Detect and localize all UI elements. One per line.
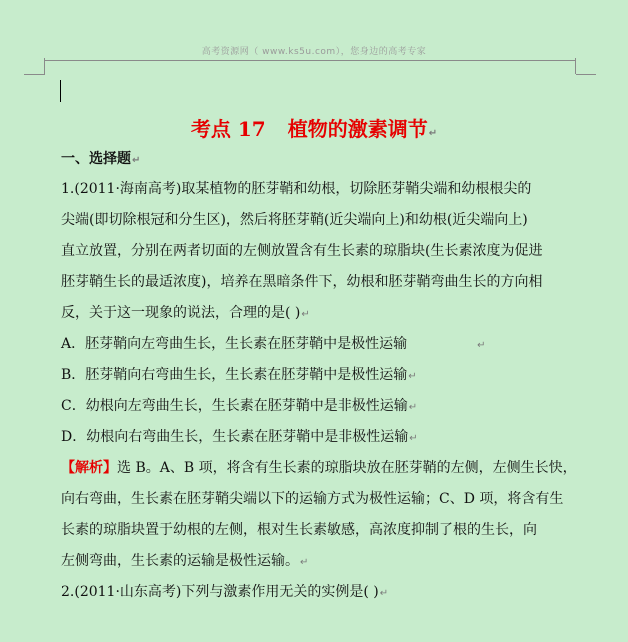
right-margin-mark: [575, 58, 576, 74]
question-line: 尖端(即切除根冠和分生区)，然后将胚芽鞘(近尖端向上)和幼根(近尖端向上): [61, 212, 528, 228]
left-margin-mark-h: [24, 74, 45, 75]
option-b: B．胚芽鞘向右弯曲生长，生长素在胚芽鞘中是极性运输↵: [61, 367, 417, 383]
analysis-line: 左侧弯曲，生长素的运输是极性运输。↵: [61, 553, 309, 569]
analysis-line: 长素的琼脂块置于幼根的左侧，根对生长素敏感，高浓度抑制了根的生长，向: [61, 522, 537, 538]
title-part2: 植物的激素调节: [287, 117, 428, 141]
section-heading: 一、选择题↵: [61, 151, 141, 167]
right-margin-mark-h: [576, 74, 596, 75]
page-header-text: 高考资源网（ www.ks5u.com），您身边的高考专家: [201, 47, 427, 57]
title-part1: 考点 17: [190, 117, 266, 141]
option-a: A．胚芽鞘向左弯曲生长，生长素在胚芽鞘中是极性运输 ↵: [61, 336, 486, 352]
paragraph-mark-icon: ↵: [408, 371, 417, 382]
question-1: [61, 174, 581, 577]
analysis-line: 向右弯曲，生长素在胚芽鞘尖端以下的运输方式为极性运输；C、D 项，将含有生: [61, 491, 564, 507]
paragraph-mark-icon: ↵: [477, 340, 486, 351]
option-c: C．幼根向左弯曲生长，生长素在胚芽鞘中是非极性运输↵: [61, 398, 418, 414]
paragraph-mark-icon: ↵: [132, 155, 141, 166]
document-body[interactable]: [61, 148, 581, 608]
page-title: [0, 113, 628, 142]
question-2: 2.(2011·山东高考)下列与激素作用无关的实例是( )↵: [61, 584, 389, 600]
header-rule: [44, 60, 576, 61]
analysis-line: 【解析】选 B。A、B 项，将含有生长素的琼脂块放在胚芽鞘的左侧，左侧生长快，: [61, 460, 577, 476]
paragraph-mark-icon: ↵: [408, 402, 418, 413]
question-line: 反，关于这一现象的说法，合理的是( )↵: [61, 305, 310, 321]
paragraph-mark-icon: ↵: [428, 128, 438, 139]
question-line: 直立放置，分别在两者切面的左侧放置含有生长素的琼脂块(生长素浓度为促进: [61, 243, 543, 259]
text-cursor: [60, 80, 61, 102]
paragraph-mark-icon: ↵: [300, 557, 309, 568]
question-line: 1.(2011·海南高考)取某植物的胚芽鞘和幼根，切除胚芽鞘尖端和幼根根尖的: [61, 181, 532, 197]
paragraph-mark-icon: ↵: [409, 433, 418, 444]
analysis-tag: 【解析】: [61, 460, 117, 476]
question-line: 胚芽鞘生长的最适浓度)，培养在黑暗条件下，幼根和胚芽鞘弯曲生长的方向相: [61, 274, 543, 290]
paragraph-mark-icon: ↵: [379, 588, 389, 599]
paragraph-mark-icon: ↵: [301, 309, 310, 320]
option-d: D．幼根向右弯曲生长，生长素在胚芽鞘中是非极性运输↵: [61, 429, 418, 445]
